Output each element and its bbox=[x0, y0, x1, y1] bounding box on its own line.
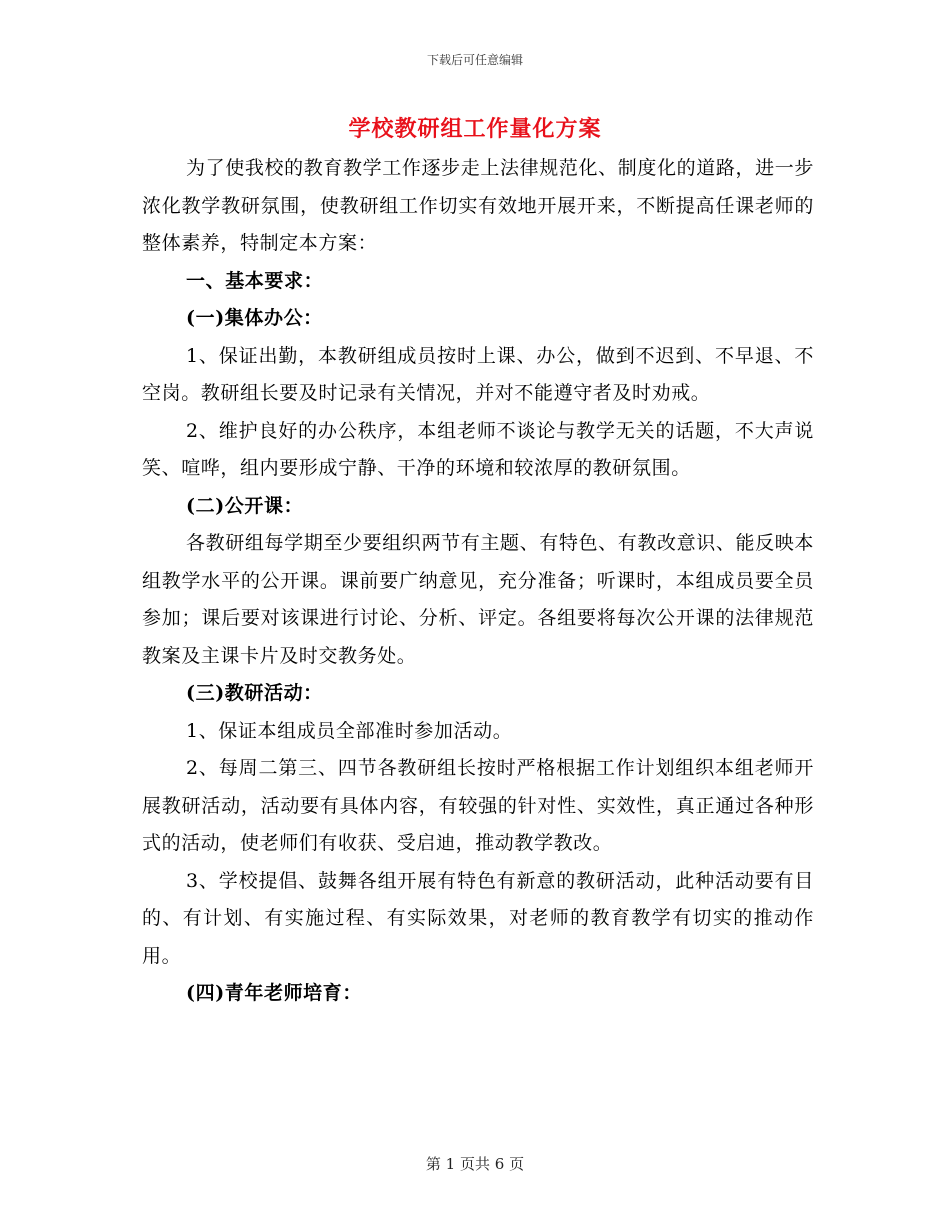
paragraph-research-attendance: 1、保证本组成员全部准时参加活动。 bbox=[186, 719, 513, 742]
subheading-collective-office: (一)集体办公： bbox=[186, 307, 323, 329]
page-header: 下载后可任意编辑 bbox=[426, 53, 523, 67]
paragraph-office-order: 2、维护良好的办公秩序，本组老师不谈论与教学无关的话题，不大声说笑、喧哗，组内要形成宁静、干净的环境和较浓厚的教研氛围。 bbox=[142, 419, 814, 479]
document-title: 学校教研组工作量化方案 bbox=[348, 116, 602, 142]
section-heading-basic-requirements: 一、基本要求： bbox=[186, 269, 324, 292]
paragraph-weekly-activity: 2、每周二第三、四节各教研组长按时严格根据工作计划组织本组老师开展教研活动，活动要有具体内容，有较强的针对性、实效性，真正通过各种形式的活动，使老师们有收获、受启迪，推动教学教改。 bbox=[142, 757, 814, 854]
subheading-open-class: (二)公开课： bbox=[186, 494, 304, 517]
document-body bbox=[142, 150, 814, 1013]
paragraph-attendance: 1、保证出勤，本教研组成员按时上课、办公，做到不迟到、不早退、不空岗。教研组长要及时记录有关情况，并对不能遵守者及时劝戒。 bbox=[142, 344, 814, 404]
paragraph-featured-activity: 3、学校提倡、鼓舞各组开展有特色有新意的教研活动，此种活动要有目的、有计划、有实施过程、有实际效果，对老师的教育教学有切实的推动作用。 bbox=[142, 869, 814, 967]
paragraph-open-class: 各教研组每学期至少要组织两节有主题、有特色、有教改意识、能反映本组教学水平的公开课。课前要广纳意见，充分准备；听课时，本组成员要全员参加；课后要对该课进行讨论、分析、评定。各组要将每次公开课的法律规范教案及主课卡片及时交教务处。 bbox=[142, 532, 814, 667]
subheading-teaching-research: (三)教研活动： bbox=[186, 682, 323, 704]
intro-paragraph: 为了使我校的教育教学工作逐步走上法律规范化、制度化的道路，进一步浓化教学教研氛围，使教研组工作切实有效地开展开来，不断提高任课老师的整体素养，特制定本方案： bbox=[142, 157, 814, 254]
page-footer: 第 1 页共 6 页 bbox=[425, 1155, 525, 1173]
subheading-young-teacher-training: (四)青年老师培育： bbox=[186, 982, 362, 1004]
